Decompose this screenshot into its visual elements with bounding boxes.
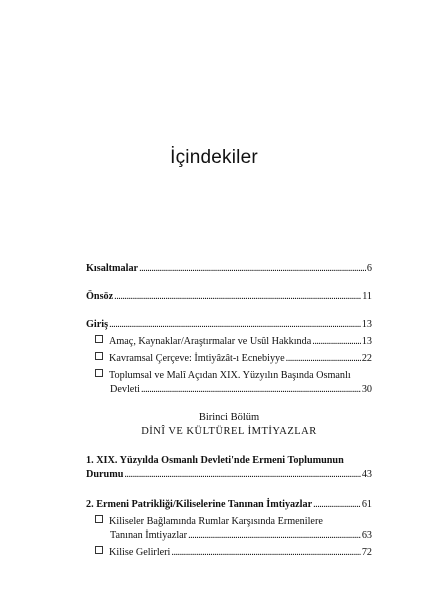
toc-page-number: 22 (361, 353, 372, 364)
dot-leader (114, 290, 361, 304)
toc-subentry-continuation[interactable] (86, 529, 372, 543)
toc-entry-abbreviations[interactable] (86, 262, 372, 276)
toc-page-number: 63 (361, 530, 372, 541)
toc-subentry[interactable] (86, 546, 372, 560)
toc-entry-label: Önsöz (86, 291, 114, 302)
toc-page-number: 43 (361, 469, 372, 480)
toc-entry-label: Amaç, Kaynaklar/Araştırmalar ve Usûl Hakkında (109, 336, 312, 347)
toc-subentry[interactable] (86, 515, 372, 529)
part-title: DİNÎ VE KÜLTÜREL İMTİYAZLAR (141, 426, 317, 437)
toc-entry-label: Kavramsal Çerçeve: İmtiyâzât-ı Ecnebiyye (109, 353, 285, 364)
toc-page-number: 11 (362, 291, 372, 302)
checkbox-bullet-icon (95, 335, 103, 343)
checkbox-bullet-icon (95, 369, 103, 377)
dot-leader (109, 318, 361, 332)
part-label: Birinci Bölüm (198, 412, 260, 423)
checkbox-bullet-icon (95, 546, 103, 554)
toc-subentry[interactable] (86, 369, 372, 383)
toc-page-number: 72 (361, 547, 372, 558)
toc-entry-label: Kiliseler Bağlamında Rumlar Karşısında Ermenilere (109, 516, 323, 527)
toc-entry-preface[interactable] (86, 290, 372, 304)
toc-subentry[interactable] (86, 335, 372, 349)
page-title: İçindekiler (170, 147, 258, 168)
toc-page-number: 13 (361, 319, 372, 330)
toc-entry-label: Giriş (86, 319, 109, 330)
toc-entry-label: Devleti (110, 384, 140, 395)
toc-chapter-continuation[interactable] (86, 468, 372, 482)
checkbox-bullet-icon (95, 515, 103, 523)
toc-page-number: 6 (366, 263, 372, 274)
dot-leader (141, 383, 361, 397)
toc-entry-label: 1. XIX. Yüzyılda Osmanlı Devleti'nde Ermeni Toplumunun (86, 455, 344, 466)
toc-chapter[interactable] (86, 498, 372, 512)
toc-subentry[interactable] (86, 352, 372, 366)
toc-page-number: 61 (361, 499, 372, 510)
dot-leader (124, 468, 360, 482)
toc-entry-label: 2. Ermeni Patrikliği/Kiliselerine Tanınan İmtiyazlar (86, 499, 313, 510)
toc-entry-label: Tanınan İmtiyazlar (110, 530, 188, 541)
toc-entry-label: Durumu (86, 469, 124, 480)
checkbox-bullet-icon (95, 352, 103, 360)
toc-entry-label: Kısaltmalar (86, 263, 139, 274)
part-heading (86, 411, 372, 439)
toc-entry-introduction[interactable] (86, 318, 372, 332)
dot-leader (313, 498, 361, 512)
dot-leader (139, 262, 366, 276)
dot-leader (312, 335, 361, 349)
toc-entry-label: Kilise Gelirleri (109, 547, 171, 558)
dot-leader (188, 529, 361, 543)
dot-leader (171, 546, 360, 560)
toc-page-number: 13 (361, 336, 372, 347)
toc-chapter[interactable] (86, 454, 372, 468)
dot-leader (286, 352, 361, 366)
toc-page-number: 30 (361, 384, 372, 395)
toc-subentry-continuation[interactable] (86, 383, 372, 397)
toc-entry-label: Toplumsal ve Malî Açıdan XIX. Yüzyılın Başında Osmanlı (109, 370, 351, 381)
table-of-contents (86, 262, 372, 560)
